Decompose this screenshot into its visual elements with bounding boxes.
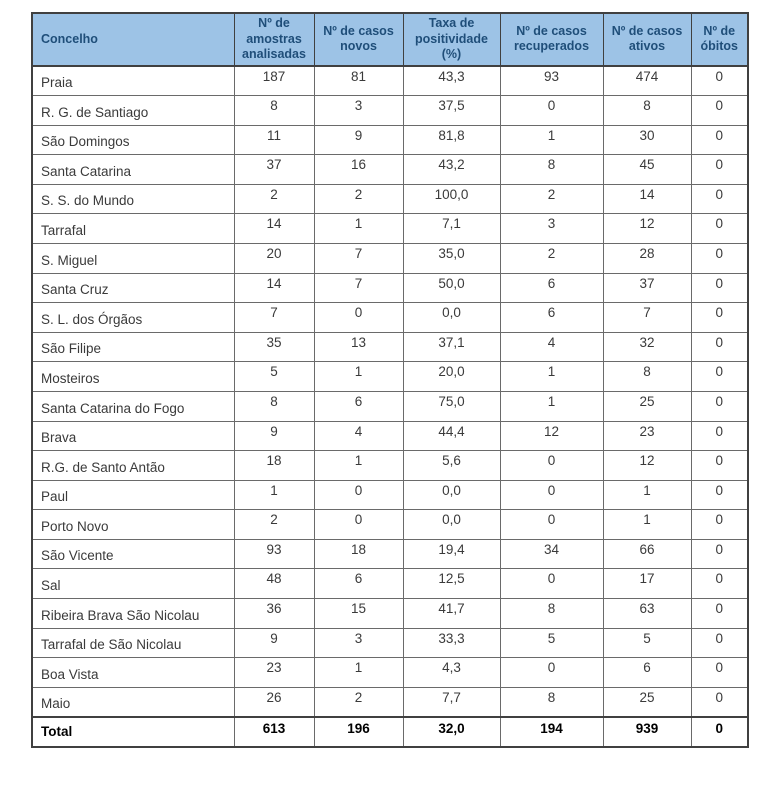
value-cell: 474 (603, 66, 691, 96)
table-row (32, 362, 748, 392)
value-cell: 34 (500, 539, 603, 569)
concelho-cell: S. Miguel (32, 243, 234, 273)
concelho-cell: S. S. do Mundo (32, 184, 234, 214)
value-cell: 0 (500, 95, 603, 125)
value-cell: 1 (234, 480, 314, 510)
value-cell: 5 (500, 628, 603, 658)
value-cell: 0 (691, 569, 748, 599)
concelho-cell: Santa Cruz (32, 273, 234, 303)
value-cell: 5,6 (403, 451, 500, 481)
table-header (32, 13, 748, 66)
value-cell: 100,0 (403, 184, 500, 214)
table-body (32, 66, 748, 717)
column-header-amostras-analisadas: Nº de amostras analisadas (234, 13, 314, 66)
value-cell: 36 (234, 599, 314, 629)
table-footer (32, 717, 748, 747)
value-cell: 23 (234, 658, 314, 688)
value-cell: 41,7 (403, 599, 500, 629)
concelho-cell: Sal (32, 569, 234, 599)
total-label-cell: Total (32, 717, 234, 747)
value-cell: 93 (500, 66, 603, 96)
concelho-cell: São Domingos (32, 125, 234, 155)
value-cell: 37,5 (403, 95, 500, 125)
total-value-cell: 194 (500, 717, 603, 747)
table-row (32, 391, 748, 421)
value-cell: 50,0 (403, 273, 500, 303)
concelho-cell: Porto Novo (32, 510, 234, 540)
value-cell: 23 (603, 421, 691, 451)
value-cell: 33,3 (403, 628, 500, 658)
value-cell: 2 (500, 243, 603, 273)
value-cell: 25 (603, 391, 691, 421)
total-value-cell: 196 (314, 717, 403, 747)
value-cell: 17 (603, 569, 691, 599)
table-row (32, 184, 748, 214)
concelho-cell: Santa Catarina do Fogo (32, 391, 234, 421)
value-cell: 20,0 (403, 362, 500, 392)
value-cell: 8 (603, 95, 691, 125)
table-row (32, 303, 748, 333)
value-cell: 0 (314, 510, 403, 540)
concelho-cell: São Vicente (32, 539, 234, 569)
concelho-cell: Tarrafal (32, 214, 234, 244)
table-row (32, 480, 748, 510)
value-cell: 0,0 (403, 303, 500, 333)
value-cell: 12 (603, 214, 691, 244)
value-cell: 28 (603, 243, 691, 273)
value-cell: 35,0 (403, 243, 500, 273)
concelho-cell: São Filipe (32, 332, 234, 362)
column-header-obitos: Nº de óbitos (691, 13, 748, 66)
table-row (32, 243, 748, 273)
table-row (32, 125, 748, 155)
value-cell: 12 (500, 421, 603, 451)
table-row (32, 658, 748, 688)
value-cell: 8 (500, 687, 603, 717)
value-cell: 0 (691, 214, 748, 244)
value-cell: 0 (691, 362, 748, 392)
value-cell: 4 (314, 421, 403, 451)
value-cell: 7 (234, 303, 314, 333)
value-cell: 0 (691, 510, 748, 540)
value-cell: 2 (314, 184, 403, 214)
concelho-cell: S. L. dos Órgãos (32, 303, 234, 333)
value-cell: 0 (691, 391, 748, 421)
value-cell: 0 (500, 658, 603, 688)
concelho-cell: R. G. de Santiago (32, 95, 234, 125)
value-cell: 0 (691, 273, 748, 303)
value-cell: 15 (314, 599, 403, 629)
value-cell: 9 (314, 125, 403, 155)
value-cell: 6 (500, 303, 603, 333)
value-cell: 18 (234, 451, 314, 481)
concelho-cell: Boa Vista (32, 658, 234, 688)
total-row (32, 717, 748, 747)
value-cell: 19,4 (403, 539, 500, 569)
table-row (32, 332, 748, 362)
concelho-cell: Mosteiros (32, 362, 234, 392)
value-cell: 0 (691, 539, 748, 569)
table-row (32, 155, 748, 185)
value-cell: 0 (500, 510, 603, 540)
value-cell: 43,3 (403, 66, 500, 96)
value-cell: 1 (500, 362, 603, 392)
column-header-concelho: Concelho (32, 13, 234, 66)
value-cell: 0 (691, 332, 748, 362)
value-cell: 12,5 (403, 569, 500, 599)
value-cell: 14 (234, 214, 314, 244)
value-cell: 11 (234, 125, 314, 155)
table-row (32, 599, 748, 629)
value-cell: 4,3 (403, 658, 500, 688)
value-cell: 0 (691, 628, 748, 658)
total-value-cell: 939 (603, 717, 691, 747)
value-cell: 8 (500, 599, 603, 629)
value-cell: 0 (691, 303, 748, 333)
column-header-casos-recuperados: Nº de casos recuperados (500, 13, 603, 66)
value-cell: 81 (314, 66, 403, 96)
value-cell: 1 (314, 658, 403, 688)
value-cell: 25 (603, 687, 691, 717)
value-cell: 37,1 (403, 332, 500, 362)
concelho-cell: Santa Catarina (32, 155, 234, 185)
value-cell: 43,2 (403, 155, 500, 185)
value-cell: 2 (314, 687, 403, 717)
concelho-stats-table (31, 12, 749, 748)
value-cell: 32 (603, 332, 691, 362)
total-value-cell: 0 (691, 717, 748, 747)
value-cell: 0,0 (403, 510, 500, 540)
column-header-casos-novos: Nº de casos novos (314, 13, 403, 66)
concelho-cell: Brava (32, 421, 234, 451)
value-cell: 30 (603, 125, 691, 155)
value-cell: 1 (500, 125, 603, 155)
concelho-cell: Ribeira Brava São Nicolau (32, 599, 234, 629)
value-cell: 0 (691, 184, 748, 214)
value-cell: 1 (314, 451, 403, 481)
value-cell: 0 (691, 599, 748, 629)
value-cell: 8 (500, 155, 603, 185)
value-cell: 45 (603, 155, 691, 185)
total-value-cell: 32,0 (403, 717, 500, 747)
value-cell: 0 (691, 66, 748, 96)
concelho-cell: Tarrafal de São Nicolau (32, 628, 234, 658)
total-value-cell: 613 (234, 717, 314, 747)
value-cell: 6 (500, 273, 603, 303)
value-cell: 1 (603, 510, 691, 540)
table-row (32, 628, 748, 658)
concelho-cell: Maio (32, 687, 234, 717)
value-cell: 3 (500, 214, 603, 244)
header-row (32, 13, 748, 66)
value-cell: 13 (314, 332, 403, 362)
value-cell: 1 (314, 214, 403, 244)
value-cell: 14 (603, 184, 691, 214)
value-cell: 5 (603, 628, 691, 658)
value-cell: 0 (314, 480, 403, 510)
table-row (32, 421, 748, 451)
value-cell: 0,0 (403, 480, 500, 510)
value-cell: 75,0 (403, 391, 500, 421)
value-cell: 0 (691, 480, 748, 510)
value-cell: 0 (691, 243, 748, 273)
value-cell: 63 (603, 599, 691, 629)
value-cell: 48 (234, 569, 314, 599)
value-cell: 0 (314, 303, 403, 333)
value-cell: 2 (500, 184, 603, 214)
value-cell: 1 (603, 480, 691, 510)
value-cell: 18 (314, 539, 403, 569)
value-cell: 37 (234, 155, 314, 185)
table-row (32, 539, 748, 569)
value-cell: 35 (234, 332, 314, 362)
table-row (32, 569, 748, 599)
concelho-cell: Paul (32, 480, 234, 510)
value-cell: 7,7 (403, 687, 500, 717)
value-cell: 8 (603, 362, 691, 392)
value-cell: 66 (603, 539, 691, 569)
value-cell: 5 (234, 362, 314, 392)
value-cell: 0 (691, 155, 748, 185)
value-cell: 7 (314, 243, 403, 273)
value-cell: 8 (234, 391, 314, 421)
value-cell: 0 (500, 451, 603, 481)
table-row (32, 273, 748, 303)
value-cell: 1 (314, 362, 403, 392)
value-cell: 12 (603, 451, 691, 481)
table-row (32, 510, 748, 540)
value-cell: 81,8 (403, 125, 500, 155)
value-cell: 93 (234, 539, 314, 569)
value-cell: 0 (500, 569, 603, 599)
value-cell: 26 (234, 687, 314, 717)
table-row (32, 66, 748, 96)
concelho-cell: Praia (32, 66, 234, 96)
value-cell: 2 (234, 510, 314, 540)
value-cell: 0 (691, 451, 748, 481)
concelho-cell: R.G. de Santo Antão (32, 451, 234, 481)
value-cell: 4 (500, 332, 603, 362)
value-cell: 0 (691, 95, 748, 125)
value-cell: 3 (314, 95, 403, 125)
value-cell: 3 (314, 628, 403, 658)
value-cell: 7 (314, 273, 403, 303)
column-header-casos-ativos: Nº de casos ativos (603, 13, 691, 66)
value-cell: 37 (603, 273, 691, 303)
value-cell: 0 (691, 421, 748, 451)
table-row (32, 214, 748, 244)
value-cell: 6 (314, 391, 403, 421)
value-cell: 6 (314, 569, 403, 599)
value-cell: 20 (234, 243, 314, 273)
table-row (32, 95, 748, 125)
value-cell: 9 (234, 421, 314, 451)
value-cell: 1 (500, 391, 603, 421)
column-header-taxa-positividade: Taxa de positividade (%) (403, 13, 500, 66)
value-cell: 7 (603, 303, 691, 333)
value-cell: 7,1 (403, 214, 500, 244)
value-cell: 8 (234, 95, 314, 125)
table-row (32, 687, 748, 717)
table-row (32, 451, 748, 481)
value-cell: 2 (234, 184, 314, 214)
value-cell: 0 (691, 658, 748, 688)
value-cell: 44,4 (403, 421, 500, 451)
value-cell: 9 (234, 628, 314, 658)
value-cell: 14 (234, 273, 314, 303)
value-cell: 0 (691, 125, 748, 155)
value-cell: 6 (603, 658, 691, 688)
value-cell: 0 (691, 687, 748, 717)
value-cell: 187 (234, 66, 314, 96)
value-cell: 0 (500, 480, 603, 510)
value-cell: 16 (314, 155, 403, 185)
